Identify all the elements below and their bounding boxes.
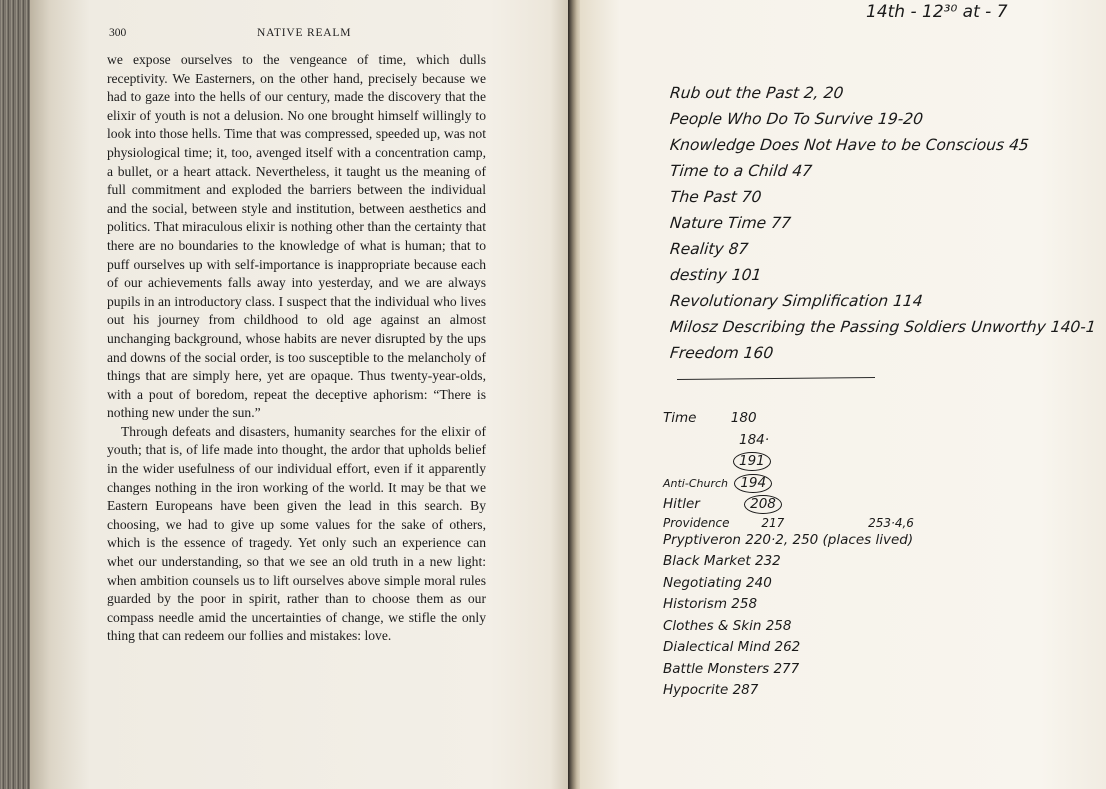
index-note: Negotiating 240	[663, 574, 772, 591]
index-note: Black Market 232	[663, 553, 781, 569]
paragraph-2: Through defeats and disasters, humanity searches for the elixir of youth; that is, of life made into thought, the ardor that upholds belief in the wider usefulness of our individual effort, even if it apparently changes nothing in the iron working of the world. It may be that we Eastern Europeans have been given the lead in this search. By choosing, we had to give up some values for the sake of others, which is the essence of tragedy. Yet only such an experience can whet our understanding, so that we see an old truth in a new light: when ambition counsels us to lift ourselves above simple moral rules guarded by the poor in spirit, rather than to choose them as our compass needle amid the uncertainties of change, we stifle the only thing that can redeem our follies and mistakes: love.	[107, 423, 486, 644]
index-row-hitler	[663, 494, 1093, 516]
running-head: NATIVE REALM	[257, 27, 352, 39]
page-217: 217	[761, 515, 785, 530]
index-note: Reality 87	[669, 240, 750, 258]
index-note: Clothes & Skin 258	[663, 617, 792, 634]
handwritten-top-note: 14th - 12³⁰ at - 7	[866, 2, 1008, 22]
index-note: Battle Monsters 277	[663, 660, 800, 677]
page-edges-left	[0, 0, 30, 789]
time-label: Time	[663, 410, 697, 426]
hitler-label: Hitler	[663, 496, 700, 512]
index-note: Freedom 160	[669, 344, 775, 362]
index-note: Milosz Describing the Passing Soldiers Unworthy 140-1	[669, 318, 1097, 336]
index-note: People Who Do To Survive 19-20	[669, 110, 924, 128]
index-note: Knowledge Does Not Have to be Conscious 45	[669, 136, 1030, 154]
index-note-time	[663, 408, 1093, 430]
circled-page-191: 191	[733, 452, 771, 471]
index-note: Historism 258	[663, 596, 758, 612]
index-row-191	[663, 451, 1093, 473]
index-note: Revolutionary Simplification 114	[669, 292, 924, 310]
index-note: Pryptiveron 220·2, 250 (places lived)	[663, 531, 914, 548]
index-row-providence	[663, 516, 1093, 530]
index-note: destiny 101	[669, 266, 763, 284]
circled-page-208: 208	[744, 495, 782, 514]
index-note: The Past 70	[669, 188, 763, 206]
index-note: Dialectical Mind 262	[663, 639, 801, 655]
handwritten-index-list	[669, 80, 1097, 366]
providence-label: Providence	[663, 515, 730, 530]
page-253: 253·4,6	[868, 515, 914, 530]
handwritten-index-list-2	[663, 408, 1093, 702]
page-number: 300	[109, 27, 127, 39]
time-page: 180	[730, 410, 757, 426]
index-note: Time to a Child 47	[669, 162, 813, 180]
paragraph-1: we expose ourselves to the vengeance of time, which dulls receptivity. We Easterners, on the other hand, precisely because we had to gaze into the hells of our century, made the discovery that the elixir of youth is not a delusion. No one brought himself willingly to look into those hells. Time that was compressed, speeded up, was not physiological time; it, too, avenged itself with a concentration camp, a bullet, or a heart attack. Nevertheless, it taught us the meaning of full commitment and exploded the barriers between the individual and the social, between style and institution, between aesthetics and politics. That miraculous elixir is nothing other than the certainty that there are no boundaries to the knowledge of what is human; that to puff ourselves up with self-importance is inappropriate because each of our achievements falls away into yesterday, and we are always pupils in an introductory class. I suspect that the individual who lives out his journey from childhood to old age against an almost unchanging background, whose habits are never disrupted by the ups and downs of the social order, is too susceptible to the melancholy of things that are simply here, yet are opaque. Thus twenty-year-olds, with a pout of boredom, repeat the deceptive aphorism: “There is nothing new under the sun.”	[107, 52, 486, 421]
body-text	[107, 51, 486, 646]
index-page-184: 184·	[739, 431, 770, 448]
index-note: Nature Time 77	[669, 214, 792, 232]
circled-page-194: 194	[734, 474, 772, 493]
anti-church-label: Anti-Church	[663, 476, 729, 490]
index-row-anti-church	[663, 473, 1093, 495]
index-note: Rub out the Past 2, 20	[669, 84, 845, 102]
index-note: Hypocrite 287	[663, 682, 759, 698]
